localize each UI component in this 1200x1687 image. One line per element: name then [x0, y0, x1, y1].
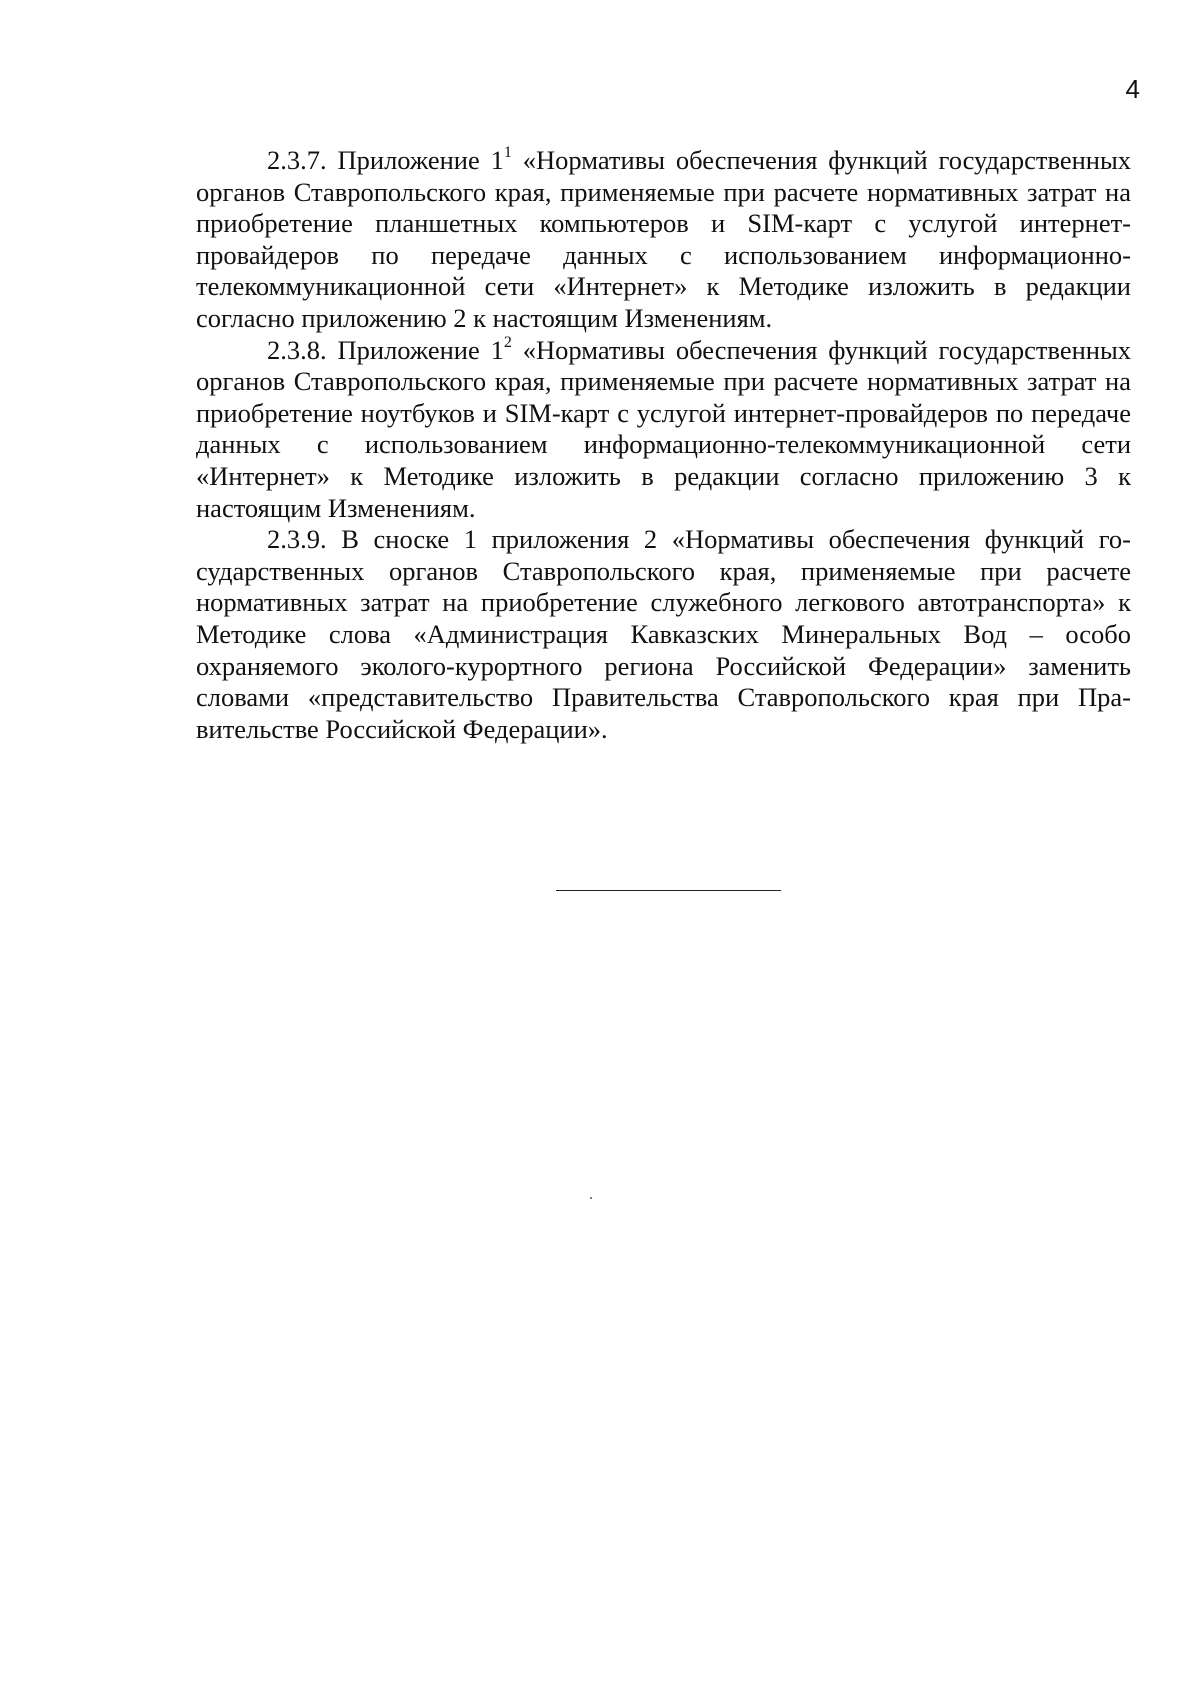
- superscript-index: 1: [503, 144, 512, 162]
- paragraph-2-3-9: [196, 524, 1131, 745]
- paragraph-2-3-8: [196, 335, 1131, 525]
- scan-speck: [590, 1197, 592, 1199]
- paragraph-lead: 2.3.9. В сноске 1 приложения 2 «Нормативы обеспечения функций государственных органов Ставропольского края, применяемые при расчете нормативных затрат на приобретение служебного легкового автотранспорта» к Методике слова «Администрация Кавказских Минеральных Вод – особо охраняемого эколого-курортного региона Российской Федерации» заменить словами «представительство Правительства Ставропольского края при Правительстве Российской Федерации».: [196, 524, 1131, 744]
- document-body: [196, 145, 1131, 745]
- paragraph-text: «Нормативы обеспечения функций государственных органов Ставропольского края, применяемые при расчете нормативных затрат на приобретение планшетных компьютеров и SIM-карт с услугой интернет-провайдеров по передаче данных с использованием информационно-телекоммуникационной сети «Интернет» к Методике изложить в редакции согласно приложению 2 к настоящим Изменениям.: [196, 145, 1132, 333]
- closing-rule: [556, 890, 781, 891]
- page-number: 4: [1125, 74, 1140, 104]
- superscript-index: 2: [503, 333, 512, 351]
- paragraph-lead: 2.3.8. Приложение 1: [267, 334, 504, 365]
- paragraph-2-3-7: [196, 145, 1131, 335]
- paragraph-lead: 2.3.7. Приложение 1: [267, 145, 504, 175]
- paragraph-text: «Нормативы обеспечения функций государственных органов Ставропольского края, применяемые при расчете нормативных затрат на приобретение ноутбуков и SIM-карт с услугой интернет-провайдеров по передаче данных с использованием информационно-телекоммуникационной сети «Интернет» к Методике изложить в редакции согласно приложению 3 к настоящим Изменениям.: [196, 334, 1132, 523]
